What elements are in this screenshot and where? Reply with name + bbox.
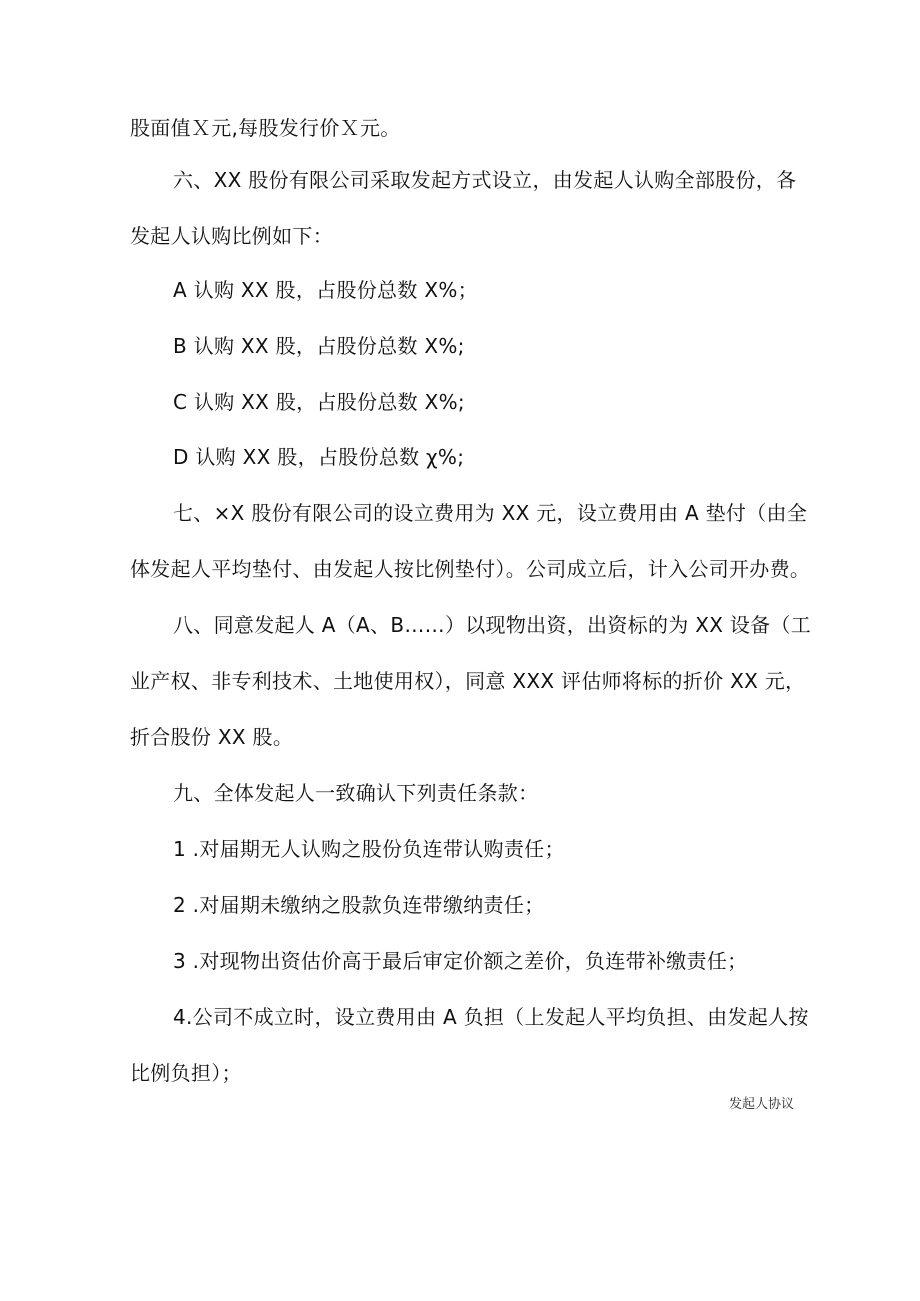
text-line-clause-6-cont: 发起人认购比例如下： (130, 224, 333, 248)
text-line-subscriber-a: A 认购 XX 股，占股份总数 X%； (173, 278, 478, 302)
text-line-clause-8-cont: 业产权、非专利技术、土地使用权），同意 XXX 评估师将标的折价 XX 元， (130, 669, 806, 693)
text-line-clause-8: 八、同意发起人 A（A、B……）以现物出资，出资标的为 XX 设备（工 (173, 613, 812, 637)
text-line-liability-2: 2 .对届期未缴纳之股款负连带缴纳责任； (173, 893, 545, 917)
text-line-subscriber-d: D 认购 XX 股，占股份总数 χ%; (173, 445, 465, 469)
text-line-liability-1: 1 .对届期无人认购之股份负连带认购责任； (173, 837, 565, 861)
text-line-clause-7-cont: 体发起人平均垫付、由发起人按比例垫付）。公司成立后，计入公司开办费。 (130, 557, 811, 581)
text-line-liability-3: 3 .对现物出资估价高于最后审定价额之差价，负连带补缴责任； (173, 949, 748, 973)
text-line-clause-6: 六、XX 股份有限公司采取发起方式设立，由发起人认购全部股份，各 (173, 168, 797, 192)
text-line-share-price: 股面值Ｘ元,每股发行价Ｘ元。 (130, 116, 401, 140)
text-line-clause-8-end: 折合股份 XX 股。 (130, 725, 294, 749)
text-line-subscriber-b: B 认购 XX 股，占股份总数 X%; (173, 334, 465, 358)
page-footer-title: 发起人协议 (729, 1097, 795, 1112)
text-line-liability-4: 4.公司不成立时，设立费用由 A 负担（上发起人平均负担、由发起人按 (173, 1005, 809, 1029)
text-line-clause-7: 七、×X 股份有限公司的设立费用为 XX 元，设立费用由 A 垫付（由全 (173, 501, 808, 525)
text-line-subscriber-c: C 认购 XX 股，占股份总数 X%; (173, 390, 465, 414)
text-line-clause-9: 九、全体发起人一致确认下列责任条款： (173, 781, 539, 805)
text-line-liability-4-cont: 比例负担）； (130, 1061, 242, 1085)
